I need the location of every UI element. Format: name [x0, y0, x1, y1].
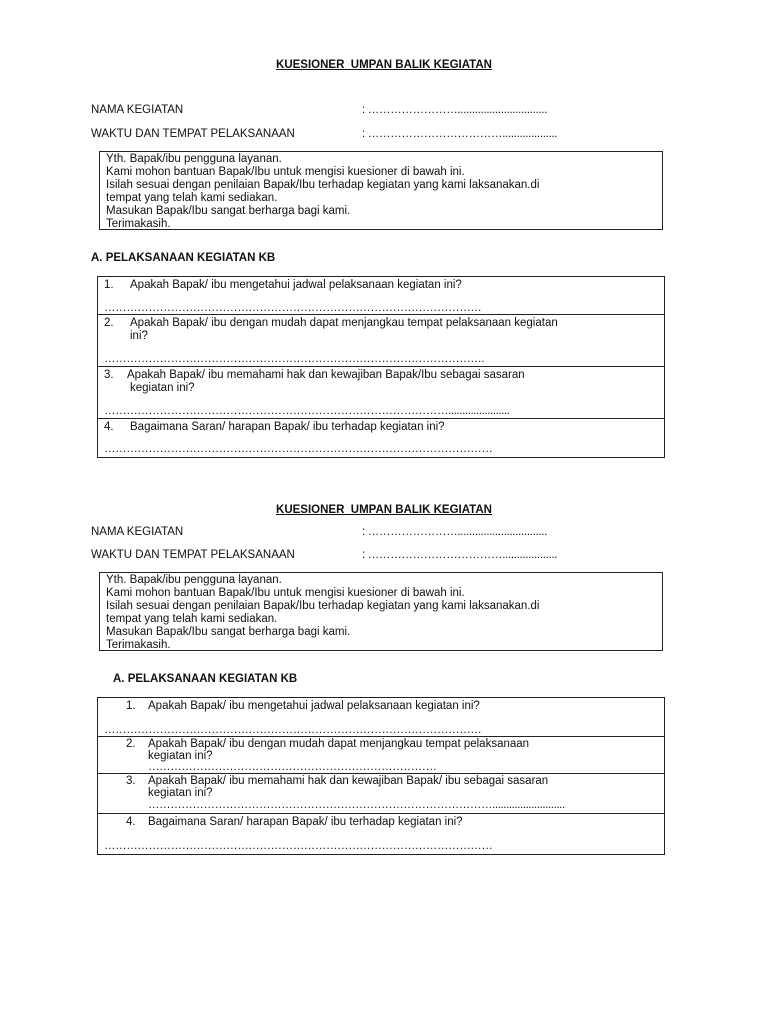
question-row — [98, 315, 664, 367]
intro-box — [99, 572, 663, 651]
question-number: 3. — [126, 775, 136, 787]
question-number: 2. — [104, 317, 114, 329]
intro-line: Masukan Bapak/Ibu sangat berharga bagi kami. — [106, 626, 351, 638]
question-number: 3. — [104, 369, 114, 381]
answer-dots: ………………………………………………………………………………………… — [104, 724, 482, 736]
intro-line: Terimakasih. — [106, 218, 171, 230]
answer-dots: …………………………………………………………………… — [148, 761, 437, 773]
answer-dots: …………………………………………………………………………………...................... — [104, 405, 510, 417]
question-number: 4. — [104, 421, 114, 433]
question-row — [98, 698, 664, 737]
intro-line: Terimakasih. — [106, 639, 171, 651]
question-row — [98, 814, 664, 854]
intro-line: Yth. Bapak/ibu pengguna layanan. — [106, 153, 282, 165]
intro-line: Masukan Bapak/Ibu sangat berharga bagi kami. — [106, 205, 351, 217]
question-text: Apakah Bapak/ ibu mengetahui jadwal pelaksanaan kegiatan ini? — [130, 279, 462, 291]
answer-dots: …………………………………………………………………………………………… — [104, 443, 493, 455]
section-title: A. PELAKSANAAN KEGIATAN KB — [91, 252, 276, 264]
question-table — [97, 697, 665, 855]
answer-dots: …………………………………………………………………………………………. — [104, 353, 485, 365]
intro-box — [99, 151, 663, 230]
question-text: Apakah Bapak/ ibu mengetahui jadwal pelaksanaan kegiatan ini? — [148, 700, 480, 712]
section-title: A. PELAKSANAAN KEGIATAN KB — [113, 673, 298, 685]
field-label-nama-kegiatan: NAMA KEGIATAN — [91, 526, 184, 538]
intro-line: Isilah sesuai dengan penilaian Bapak/Ibu terhadap kegiatan yang kami laksanakan.di — [106, 179, 540, 191]
intro-line: tempat yang telah kami sediakan. — [106, 613, 278, 625]
question-number: 1. — [126, 700, 136, 712]
question-row — [98, 419, 664, 457]
form-title: KUESIONER UMPAN BALIK KEGIATAN — [276, 59, 492, 71]
intro-line: Isilah sesuai dengan penilaian Bapak/Ibu terhadap kegiatan yang kami laksanakan.di — [106, 600, 540, 612]
question-text-cont: kegiatan ini? — [148, 787, 213, 799]
field-label-waktu-tempat: WAKTU DAN TEMPAT PELAKSANAAN — [91, 549, 295, 561]
intro-line: Yth. Bapak/ibu pengguna layanan. — [106, 574, 282, 586]
answer-dots: ………………………………………………………………………………….......................... — [148, 799, 565, 811]
field-label-waktu-tempat: WAKTU DAN TEMPAT PELAKSANAAN — [91, 128, 295, 140]
form-title: KUESIONER UMPAN BALIK KEGIATAN — [276, 504, 492, 516]
answer-dots: ………………………………………………………………………………………… — [104, 302, 482, 314]
answer-dots: …………………………………………………………………………………………… — [104, 840, 493, 852]
field-label-nama-kegiatan: NAMA KEGIATAN — [91, 104, 184, 116]
field-value-nama-kegiatan: : ……………………............................... — [362, 104, 548, 116]
question-text-cont: ini? — [130, 330, 148, 342]
question-number: 4. — [126, 816, 136, 828]
question-row — [98, 277, 664, 315]
question-number: 1. — [104, 279, 114, 291]
intro-line: tempat yang telah kami sediakan. — [106, 192, 278, 204]
question-row — [98, 737, 664, 774]
intro-line: Kami mohon bantuan Bapak/Ibu untuk mengisi kuesioner di bawah ini. — [106, 587, 465, 599]
question-text: Apakah Bapak/ ibu memahami hak dan kewajiban Bapak/Ibu sebagai sasaran — [127, 369, 525, 381]
field-value-waktu-tempat: : ………………………………................... — [362, 128, 558, 140]
question-text: Bagaimana Saran/ harapan Bapak/ ibu terhadap kegiatan ini? — [148, 816, 463, 828]
intro-line: Kami mohon bantuan Bapak/Ibu untuk mengisi kuesioner di bawah ini. — [106, 166, 465, 178]
question-row — [98, 774, 664, 814]
question-text: Apakah Bapak/ ibu memahami hak dan kewajiban Bapak/ ibu sebagai sasaran — [148, 775, 549, 787]
question-text: Bagaimana Saran/ harapan Bapak/ ibu terhadap kegiatan ini? — [130, 421, 445, 433]
question-table — [97, 276, 665, 458]
question-row — [98, 367, 664, 419]
question-number: 2. — [126, 738, 136, 750]
field-value-nama-kegiatan: : ……………………............................... — [362, 526, 548, 538]
field-value-waktu-tempat: : ………………………………................... — [362, 549, 558, 561]
question-text-cont: kegiatan ini? — [148, 750, 213, 762]
question-text-cont: kegiatan ini? — [130, 382, 195, 394]
question-text: Apakah Bapak/ ibu dengan mudah dapat menjangkau tempat pelaksanaan — [148, 738, 530, 750]
question-text: Apakah Bapak/ ibu dengan mudah dapat menjangkau tempat pelaksanaan kegiatan — [130, 317, 558, 329]
